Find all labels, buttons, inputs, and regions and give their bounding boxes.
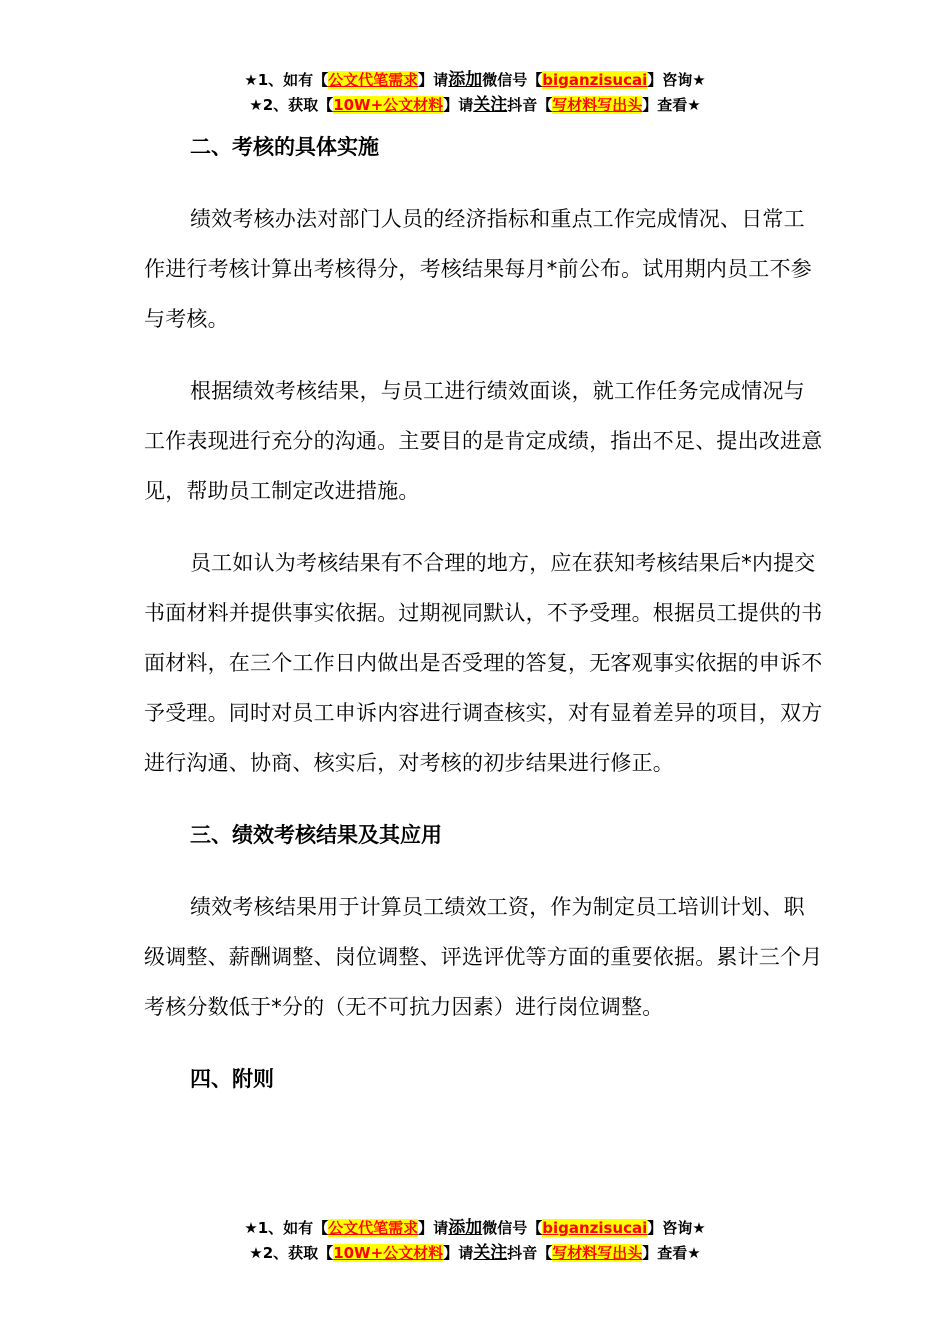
highlight-douyin: 写材料写出头 <box>552 1244 643 1262</box>
section-heading-2: 二、考核的具体实施 <box>190 135 379 159</box>
paragraph: 根据绩效考核结果，与员工进行绩效面谈，就工作任务完成情况与工作表现进行充分的沟通。主要目的是肯定成绩，指出不足、提出改进意见，帮助员工制定改进措施。 <box>144 379 823 503</box>
section-heading-4: 四、附则 <box>190 1067 274 1091</box>
highlight-wechat-id: biganzisucai <box>542 71 648 89</box>
highlight-service: 公文代笔需求 <box>328 71 419 89</box>
banner-line-1: ★1、如有【公文代笔需求】请添加微信号【biganzisucai】咨询★ <box>244 70 706 90</box>
banner-line-2: ★2、获取【10W+公文材料】请关注抖音【写材料写出头】查看★ <box>249 1243 701 1263</box>
paragraph: 员工如认为考核结果有不合理的地方，应在获知考核结果后*内提交书面材料并提供事实依据。过期视同默认，不予受理。根据员工提供的书面材料，在三个工作日内做出是否受理的答复，无客观事实依据的申诉不予受理。同时对员工申诉内容进行调查核实，对有显着差异的项目，双方进行沟通、协商、核实后，对考核的初步结果进行修正。 <box>144 551 823 775</box>
banner-line-2: ★2、获取【10W+公文材料】请关注抖音【写材料写出头】查看★ <box>249 95 701 115</box>
header-banner <box>0 68 950 118</box>
document-body <box>144 122 824 1104</box>
paragraph: 绩效考核办法对部门人员的经济指标和重点工作完成情况、日常工作进行考核计算出考核得分，考核结果每月*前公布。试用期内员工不参与考核。 <box>144 207 812 331</box>
footer-banner <box>0 1216 950 1266</box>
highlight-wechat-id: biganzisucai <box>542 1219 648 1237</box>
highlight-service: 公文代笔需求 <box>328 1219 419 1237</box>
highlight-materials: 10W+公文材料 <box>333 1244 444 1262</box>
section-heading-3: 三、绩效考核结果及其应用 <box>190 823 442 847</box>
banner-line-1: ★1、如有【公文代笔需求】请添加微信号【biganzisucai】咨询★ <box>244 1218 706 1238</box>
paragraph: 绩效考核结果用于计算员工绩效工资，作为制定员工培训计划、职级调整、薪酬调整、岗位调整、评选评优等方面的重要依据。累计三个月考核分数低于*分的（无不可抗力因素）进行岗位调整。 <box>144 895 823 1019</box>
highlight-douyin: 写材料写出头 <box>552 96 643 114</box>
highlight-materials: 10W+公文材料 <box>333 96 444 114</box>
